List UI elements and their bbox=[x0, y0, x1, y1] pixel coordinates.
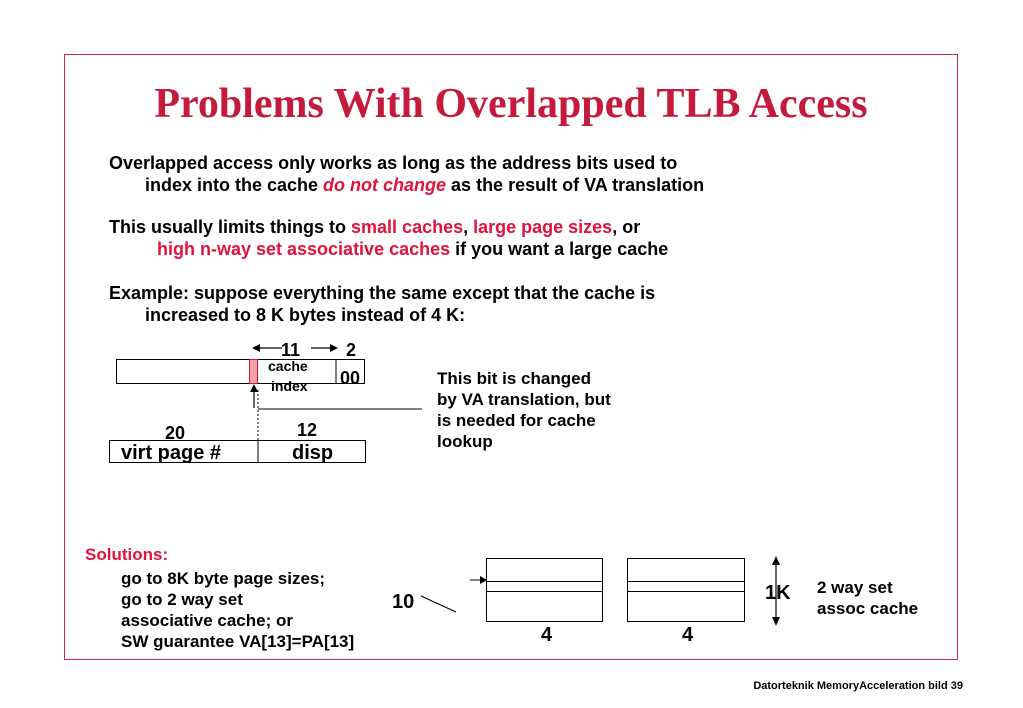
cache-way-2 bbox=[627, 558, 745, 622]
para2-large-page-sizes: large page sizes bbox=[473, 217, 613, 237]
cache-index-bits: 10 bbox=[392, 591, 415, 613]
label-offset-00: 00 bbox=[340, 368, 361, 388]
cache-way-1-width: 4 bbox=[541, 624, 553, 646]
slide-footer: Datorteknik MemoryAcceleration bild 39 bbox=[753, 680, 963, 692]
solution-item: go to 2 way set bbox=[121, 590, 243, 609]
label-cache: cache bbox=[268, 358, 308, 374]
label-index: index bbox=[271, 378, 308, 394]
label-bits-11: 11 bbox=[281, 340, 301, 360]
label-bits-2: 2 bbox=[346, 340, 357, 360]
solution-item: SW guarantee VA[13]=PA[13] bbox=[121, 632, 355, 651]
cache-size-label: 1K bbox=[765, 582, 791, 604]
note-line: by VA translation, but bbox=[437, 390, 611, 409]
note-changed-bit bbox=[437, 368, 611, 452]
para3-line1: Example: suppose everything the same except that the cache is bbox=[109, 283, 656, 303]
cache-desc-line: 2 way set bbox=[817, 578, 893, 597]
solution-item: go to 8K byte page sizes; bbox=[121, 569, 326, 588]
para1-line2-post: as the result of VA translation bbox=[446, 175, 705, 195]
para3-line2: increased to 8 K bytes instead of 4 K: bbox=[145, 305, 466, 325]
para2-high-assoc: high n-way set associative caches bbox=[157, 239, 451, 259]
cache-way-1 bbox=[486, 558, 603, 622]
para2-post2: if you want a large cache bbox=[450, 239, 669, 259]
solutions-heading: Solutions: bbox=[85, 545, 169, 564]
label-virt-page: virt page # bbox=[121, 442, 222, 464]
label-bits-12: 12 bbox=[297, 420, 318, 440]
slide-title: Problems With Overlapped TLB Access bbox=[154, 81, 868, 127]
label-disp: disp bbox=[292, 442, 334, 464]
solutions-list bbox=[121, 568, 354, 652]
cache-desc-line: assoc cache bbox=[817, 599, 919, 618]
para1-line1: Overlapped access only works as long as the address bits used to bbox=[109, 153, 678, 173]
label-bits-20: 20 bbox=[165, 423, 186, 443]
para2-small-caches: small caches bbox=[351, 217, 464, 237]
cache-description bbox=[817, 577, 918, 619]
cache-way-2-width: 4 bbox=[682, 624, 694, 646]
para1-line2-pre: index into the cache bbox=[145, 175, 324, 195]
note-line: This bit is changed bbox=[437, 369, 591, 388]
solution-item: associative cache; or bbox=[121, 611, 293, 630]
para2-pre: This usually limits things to bbox=[109, 217, 352, 237]
para2-post: , or bbox=[612, 217, 641, 237]
note-line: is needed for cache bbox=[437, 411, 596, 430]
para2-sep: , bbox=[463, 217, 474, 237]
note-line: lookup bbox=[437, 432, 493, 451]
para1-emphasis: do not change bbox=[323, 175, 447, 195]
